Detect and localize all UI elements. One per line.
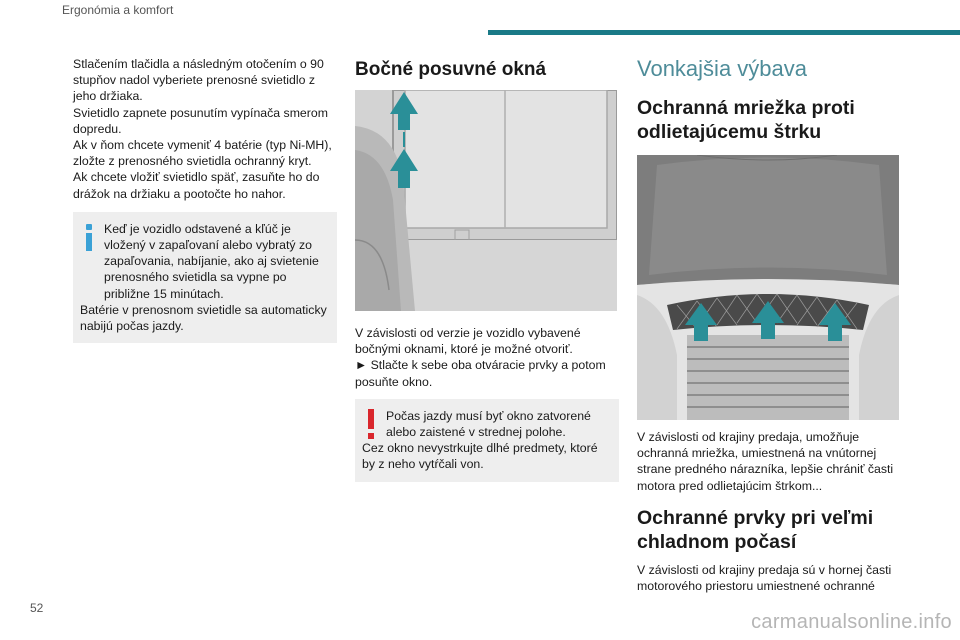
warning-note [355, 399, 619, 482]
column-3 [637, 56, 901, 594]
side-window-illustration [355, 90, 617, 311]
paragraph: ► Stlačte k sebe oba otváracie prvky a potom posuňte okno. [355, 358, 606, 389]
info-note [73, 212, 337, 343]
paragraph: Stlačením tlačidla a následným otočením o 90 stupňov nadol vyberiete prenosné svietidlo z jeho držiaka. [73, 57, 324, 104]
paragraph: Ak chcete vložiť svietidlo späť, zasuňte ho do drážok na držiaku a pootočte ho nahor. [73, 170, 320, 201]
paragraph: Svietidlo zapnete posunutím vypínača smerom dopredu. [73, 105, 328, 136]
header-accent-bar [488, 30, 960, 35]
grille-svg [637, 155, 899, 420]
info-icon [86, 224, 92, 252]
watermark: carmanualsonline.info [751, 611, 952, 633]
lamp-instructions [73, 56, 337, 202]
page-number: 52 [30, 601, 44, 615]
warning-text: Cez okno nevystrkujte dlhé predmety, ktoré by z neho vytŕčali von. [362, 441, 598, 472]
section-heading: Bočné posuvné okná [355, 59, 547, 80]
grille-illustration [637, 155, 899, 420]
window-svg [355, 90, 617, 311]
note-text: Keď je vozidlo odstavené a kľúč je vložený v zapaľovaní alebo vybratý zo zapaľovania, nabíjanie, ako aj svietenie prenosného svietidla sa vypne po približne 15 minútach. [104, 221, 319, 301]
paragraph: V závislosti od verzie je vozidlo vybavené bočnými oknami, ktoré je možné otvoriť. [355, 326, 581, 357]
warning-text: Počas jazdy musí byť okno zatvorené alebo zaistené v strednej polohe. [386, 408, 591, 440]
warning-icon [368, 409, 374, 439]
note-text: Batérie v prenosnom svietidle sa automaticky nabijú počas jazdy. [80, 302, 327, 334]
section-title: Vonkajšia výbava [637, 56, 807, 81]
cold-weather-text: V závislosti od krajiny predaja sú v hornej časti motorového priestoru umiestnené ochranné [637, 562, 892, 594]
column-2 [355, 56, 619, 482]
grille-heading: Ochranná mriežka proti odlietajúcemu štrku [637, 97, 855, 143]
grille-text: V závislosti od krajiny predaja, umožňuje ochranná mriežka, umiestnená na vnútornej strane predného nárazníka, lepšie chrániť časti motora pred odlietajúcim štrkom... [637, 430, 894, 493]
paragraph: Ak v ňom chcete vymeniť 4 batérie (typ Ni-MH), zložte z prenosného svietidla ochranný kryt. [73, 138, 332, 169]
header-title: Ergonómia a komfort [62, 3, 174, 17]
column-1 [73, 56, 337, 343]
cold-weather-heading: Ochranné prvky pri veľmi chladnom počasí [637, 506, 874, 553]
window-text [355, 325, 619, 390]
